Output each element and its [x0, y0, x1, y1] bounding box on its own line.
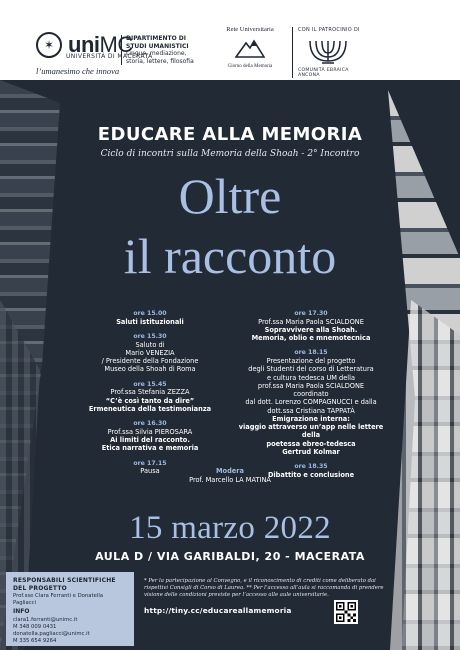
contacts-title-1: RESPONSABILI SCIENTIFICHE	[13, 577, 116, 584]
program-item	[238, 310, 384, 342]
unimc-thin: MC	[99, 32, 133, 57]
dept-line-4: storia, lettere, filosofia	[126, 57, 194, 65]
contact-email-2[interactable]: donatella.pagliacci@unimc.it	[13, 630, 90, 637]
tagline: l’umanesimo che innova	[36, 66, 120, 76]
contact-phone-1: M 348 009 0431	[13, 623, 57, 630]
department-logo	[121, 35, 194, 65]
program-text-line: coordinato	[293, 390, 329, 399]
program-text-line: Pausa	[140, 467, 160, 476]
event-url-link[interactable]: http://tiny.cc/educareallamemoria	[144, 606, 292, 615]
program-text-line: dal dott. Lorenzo COMPAGNUCCI e dalla	[245, 398, 377, 407]
footnote: * Per la partecipazione al Convegno, e il riconoscimento di crediti come deliberato dai rispettivi Consigli di Corso di Laurea. ** Per l’accesso all’aula si raccomanda di prendere visione delle condizioni previste per l’accesso alle aule universitarie.	[144, 578, 384, 599]
program-text-line: degli Studenti del corso di Letteratura	[248, 365, 374, 374]
program-text-line: Museo della Shoah di Roma	[104, 365, 196, 374]
rete-subtitle: Giorno della Memoria	[227, 64, 273, 69]
contact-box	[6, 572, 134, 646]
program-talk-line: Ermeneutica della testimonianza	[88, 404, 212, 413]
unimc-bold: uni	[68, 32, 100, 57]
mountain-icon	[235, 37, 265, 59]
program-talk-line: Ai limiti del racconto.	[110, 436, 190, 445]
program-talk-line: Etica narrativa e memoria	[101, 444, 199, 453]
program-time: ore 15.30	[133, 332, 167, 340]
dept-line-3: Lingue, mediazione,	[126, 50, 187, 57]
contact-email-1[interactable]: clara1.ferranti@unimc.it	[13, 616, 78, 623]
main-title-line-2: il racconto	[123, 228, 337, 284]
contacts-names: Prof.sse Clara Ferranti e Donatella Pagliacci	[13, 593, 104, 607]
program-talk-line: Dibattito e conclusione	[267, 470, 355, 479]
program-talk-line: Sopravvivere alla Shoah.	[264, 325, 358, 334]
logo-header	[0, 0, 460, 80]
program-text-line: / Presidente della Fondazione	[101, 357, 199, 366]
program-right-column	[238, 310, 384, 486]
moderator-block	[0, 467, 460, 485]
patronage-logo	[292, 27, 360, 78]
rete-title: Rete Universitaria	[226, 26, 274, 33]
series-subtitle: Ciclo di incontri sulla Memoria della Shoah - 2° Incontro	[100, 149, 360, 159]
program-talk-line: Memoria, oblio e mnemotecnica	[251, 334, 371, 343]
comunita-label: COMUNITÀ EBRAICA ANCONA	[298, 68, 349, 78]
program-item	[238, 349, 384, 456]
program-talk-line: poetessa ebreo-tedesca	[266, 439, 356, 448]
program-time: ore 15.00	[133, 310, 167, 317]
dept-line-1: DIPARTIMENTO DI	[126, 35, 186, 42]
unimc-subtitle: UNIVERSITÀ DI MACERATA	[66, 53, 153, 60]
program-text-line: Prof.ssa Stefania ZEZZA	[110, 388, 190, 397]
program-text-line: e cultura tedesca UM della	[266, 373, 356, 382]
moderator-name: Prof. Marcello LA MATINA	[189, 476, 271, 485]
rete-logo	[216, 26, 284, 69]
program-text-line: Mario VENEZIA	[125, 348, 175, 357]
program-time: ore 18.15	[294, 349, 328, 357]
series-title: EDUCARE ALLA MEMORIA	[97, 124, 363, 145]
program-item	[80, 420, 220, 452]
qr-code-icon[interactable]	[334, 600, 358, 624]
info-label: INFO	[13, 608, 30, 616]
university-seal-icon: ✶	[36, 32, 62, 58]
program-text-line: Presentazione del progetto	[266, 357, 356, 366]
program-talk-line: Emigrazione interna:	[272, 414, 350, 423]
program-talk-line: “C’è così tanto da dire”	[105, 396, 195, 405]
program-time: ore 16.30	[133, 420, 167, 428]
event-venue: AULA D / VIA GARIBALDI, 20 - MACERATA	[95, 550, 365, 563]
event-date: 15 marzo 2022	[129, 510, 331, 546]
program-time: ore 17.15	[133, 459, 167, 467]
contacts-title-2: DEL PROGETTO	[13, 585, 67, 593]
program-text-line: Saluto di	[135, 340, 165, 349]
program-talk-line: Saluti istituzionali	[116, 317, 184, 326]
program-item	[80, 310, 220, 326]
moderator-label: Modera	[216, 467, 244, 475]
menorah-icon	[308, 37, 348, 65]
program-talk-line: Gertrud Kolmar	[282, 447, 340, 456]
program-item	[80, 381, 220, 413]
program-text-line: dott.ssa Cristiana TAPPATÀ	[267, 406, 355, 415]
contact-phone-2: M 335 654 9264	[13, 637, 57, 644]
program-left-column	[80, 310, 220, 483]
program-talk-line: viaggio attraverso un’app nelle lettere della	[238, 423, 384, 440]
program-text-line: prof.ssa Maria Paola SCIALDONE	[257, 381, 365, 390]
dept-line-2: STUDI UMANISTICI	[126, 42, 189, 50]
program-time: ore 18.35	[294, 463, 328, 471]
main-title-line-1: Oltre	[178, 168, 282, 224]
program-text-line: Prof.ssa Silvia PIEROSARA	[107, 427, 193, 436]
program-time: ore 15.45	[133, 380, 167, 388]
program-time: ore 17.30	[294, 310, 328, 317]
program-item	[80, 333, 220, 374]
patronage-label: CON IL PATROCINIO DI	[298, 27, 360, 33]
program-text-line: Prof.ssa Maria Paola SCIALDONE	[258, 317, 364, 326]
